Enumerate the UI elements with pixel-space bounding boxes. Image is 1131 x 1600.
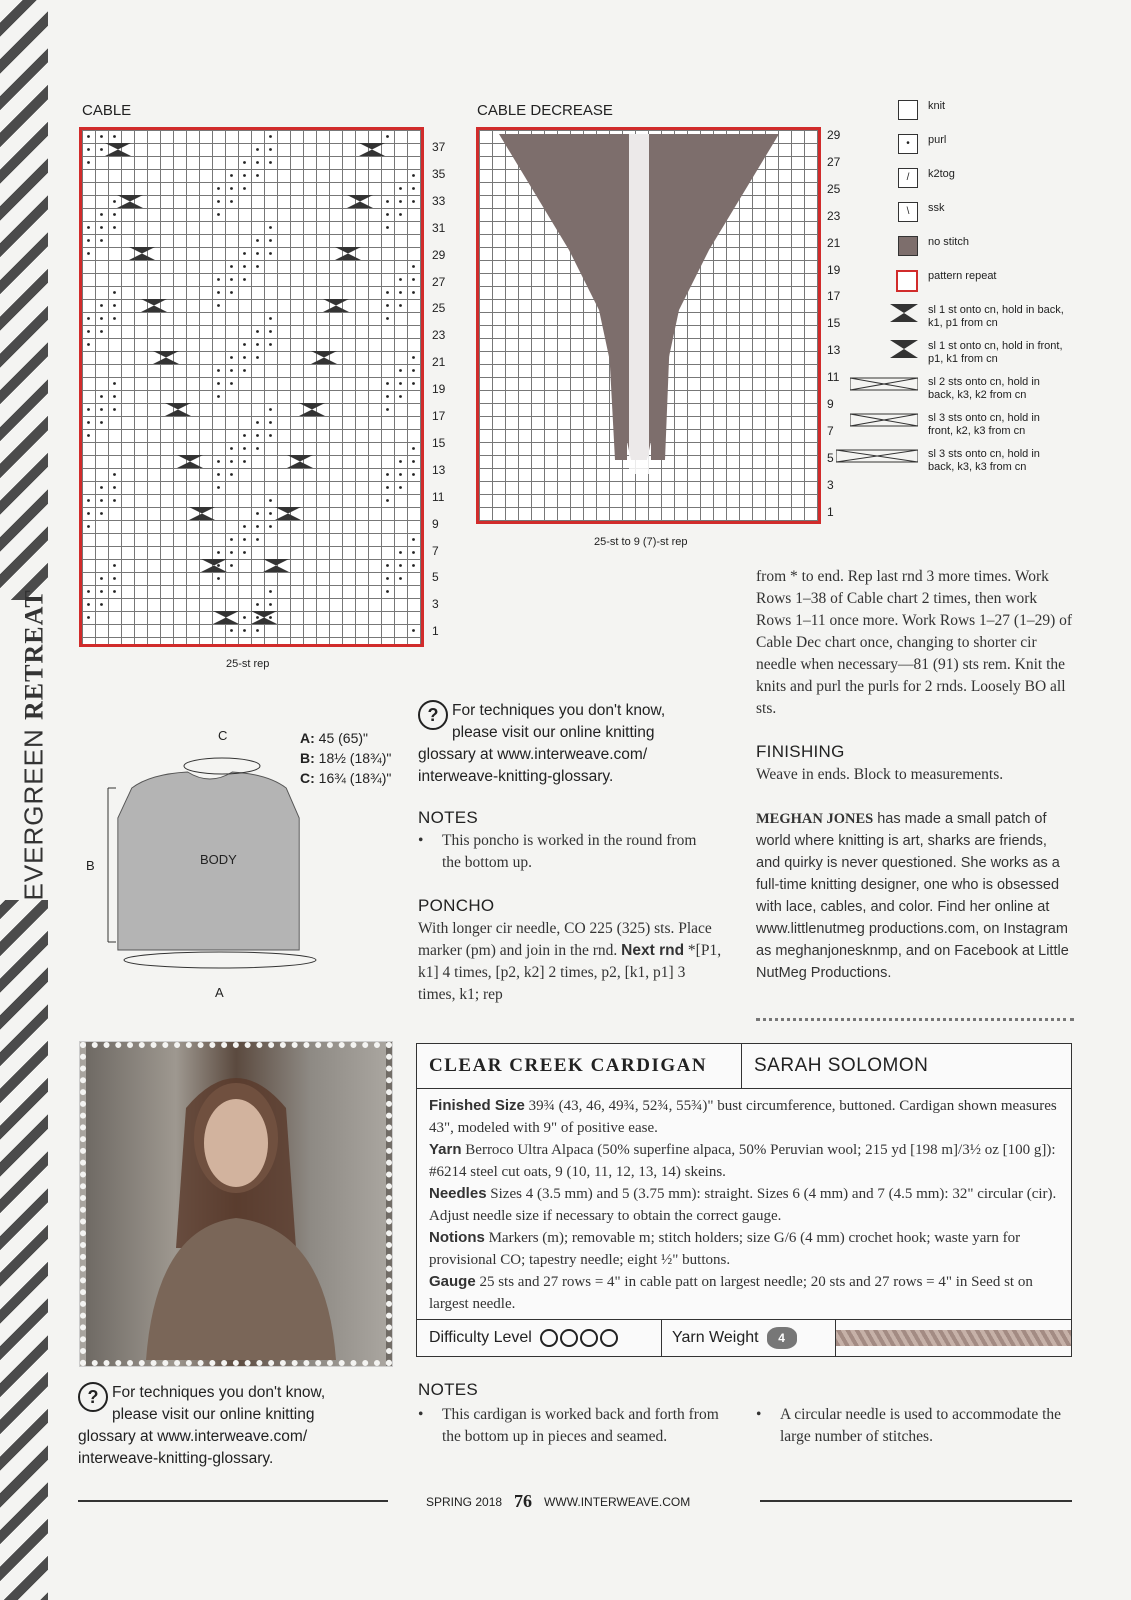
legend-pattern-repeat: pattern repeat xyxy=(872,270,1102,304)
cardigan-footer-row xyxy=(417,1319,1071,1356)
knit-box-icon xyxy=(898,100,918,120)
row-number: 1 xyxy=(432,624,439,639)
notes-heading: NOTES xyxy=(418,808,479,827)
poncho-text: With longer cir needle, CO 225 (325) sts. Place marker (pm) and join in the rnd. Next rnd *[P1, k1] 4 times, [p2, k2] 2 times, p2, [k1, p1] 3 times, k1; rep xyxy=(418,920,722,1003)
no-stitch-area xyxy=(479,130,818,521)
yarn-weight-icon: 4 xyxy=(767,1327,797,1349)
difficulty-dots xyxy=(540,1329,618,1347)
row-number: 11 xyxy=(827,370,840,385)
legend-purl: • purl xyxy=(872,134,1102,168)
row-number: 29 xyxy=(827,128,841,142)
legend-no-stitch: no stitch xyxy=(872,236,1102,270)
row-number: 23 xyxy=(432,328,446,343)
row-number: 9 xyxy=(432,516,439,531)
legend-knit: knit xyxy=(872,100,1102,134)
row-number: 7 xyxy=(432,543,439,558)
page-footer: SPRING 2018 76 WWW.INTERWEAVE.COM xyxy=(426,1491,691,1511)
row-number: 25 xyxy=(827,181,841,196)
legend-cable-1: sl 1 st onto cn, hold in back, k1, p1 from cn xyxy=(872,304,1102,340)
cardigan-header xyxy=(417,1044,1071,1089)
row-number: 29 xyxy=(432,247,446,262)
poncho-heading: PONCHO xyxy=(418,896,495,915)
row-number: 5 xyxy=(827,450,834,465)
legend-k2tog: / k2tog xyxy=(872,168,1102,202)
legend-ssk: \ ssk xyxy=(872,202,1102,236)
row-number: 27 xyxy=(827,154,841,169)
schematic-label-a: A xyxy=(215,985,224,1000)
row-number: 15 xyxy=(827,316,841,331)
cable-dec-chart-caption: 25-st to 9 (7)-st rep xyxy=(594,536,688,548)
row-number: 21 xyxy=(432,355,446,370)
row-number: 13 xyxy=(432,462,446,477)
cardigan-title: CLEAR CREEK CARDIGAN xyxy=(417,1044,742,1088)
row-number: 17 xyxy=(432,409,446,423)
row-number: 7 xyxy=(827,423,834,438)
row-number: 35 xyxy=(432,166,446,181)
notes-bullet: • This poncho is worked in the round from the bottom up. xyxy=(418,832,697,871)
ssk-icon: \ xyxy=(898,202,918,222)
finishing-heading: FINISHING xyxy=(756,742,845,761)
cable-chart-title: CABLE xyxy=(82,102,132,119)
legend-cable-3: sl 2 sts onto cn, hold in back, k3, k2 from cn xyxy=(872,376,1102,412)
cable-row-numbers xyxy=(432,140,456,645)
schematic-body-label: BODY xyxy=(200,852,237,867)
row-number: 23 xyxy=(827,208,841,223)
cable-dec-chart xyxy=(476,127,821,524)
cable-chart-stitches xyxy=(82,130,421,644)
glossary-tip-2: ? For techniques you don't know, please visit our online knitting glossary at www.interweave.com/ interweave-knitting-glossary. xyxy=(78,1384,326,1467)
cable-chart xyxy=(79,127,424,647)
chart-legend xyxy=(872,100,1102,484)
row-number: 17 xyxy=(827,289,841,304)
cable-dec-chart-title: CABLE DECREASE xyxy=(477,102,613,119)
yarn-swatch xyxy=(836,1330,1071,1346)
glossary-tip: ? For techniques you don't know, please visit our online knitting glossary at www.interweave.com/ interweave-knitting-glossary. xyxy=(418,702,666,785)
legend-cable-5: sl 3 sts onto cn, hold in back, k3, k3 from cn xyxy=(872,448,1102,484)
difficulty-dot-icon xyxy=(600,1329,618,1347)
cardigan-photo xyxy=(80,1042,392,1366)
difficulty-dot-icon xyxy=(540,1329,558,1347)
row-number: 1 xyxy=(827,504,834,519)
row-number: 3 xyxy=(432,597,439,612)
difficulty-cell: Difficulty Level xyxy=(417,1320,662,1356)
bio-divider xyxy=(756,1018,1074,1024)
cable-chart-caption: 25-st rep xyxy=(226,658,270,670)
poncho-continuation: from * to end. Rep last rnd 3 more times. Work Rows 1–38 of Cable chart 2 times, then work Rows 1–11 once more. Work Rows 1–27 (1–29) of Cable Dec chart once, changing to shorter cir needle when necessary—81 (91) sts rem. Knit the knits and purl the purls for 2 rnds. Loosely BO all sts. xyxy=(756,568,1073,717)
row-number: 31 xyxy=(432,220,446,235)
cardigan-info-box xyxy=(416,1043,1072,1357)
footer-rule-left xyxy=(78,1500,388,1502)
pattern-repeat-icon xyxy=(896,270,918,292)
question-icon: ? xyxy=(418,700,448,730)
row-number: 19 xyxy=(432,382,446,397)
notes-bullet-2: • A circular needle is used to accommodate the large number of stitches. xyxy=(756,1406,1062,1445)
schematic-label-c: C xyxy=(218,728,228,743)
schematic-measurements: A: 45 (65)" B: 18½ (18¾)" C: 16¾ (18¾)" xyxy=(300,730,392,786)
cardigan-specs: Finished Size 39¾ (43, 46, 49¾, 52¾, 55¾)" bust circumference, buttoned. Cardigan shown measures 43", modeled with 9" of positive ease. Yarn Berroco Ultra Alpaca (50% superfine alpaca, 50% Peruvian wool; 215 yd [198 m]/3½ oz [100 g]): #6214 steel cut oats, 9 (10, 11, 12, 13, 14) skeins. Needles Sizes 4 (3.5 mm) and 5 (3.75 mm): straight. Sizes 6 (4 mm) and 7 (4.5 mm): 32" circular (cir). Adjust needle size if necessary to obtain the correct gauge. Notions Markers (m); removable m; stitch holders; size G/6 (4 mm) crochet hook; waste yarn for provisional CO; tapestry needle; eight ½" buttons. Gauge 25 sts and 27 rows = 4" in cable patt on largest needle; 20 sts and 27 rows = 4" in Seed st on largest needle. xyxy=(429,1097,1057,1312)
no-stitch-icon xyxy=(898,236,918,256)
difficulty-dot-icon xyxy=(580,1329,598,1347)
row-number: 21 xyxy=(827,235,841,250)
row-number: 33 xyxy=(432,193,446,208)
difficulty-dot-icon xyxy=(560,1329,578,1347)
question-icon: ? xyxy=(78,1382,108,1412)
model-photo xyxy=(86,1048,386,1360)
footer-rule-right xyxy=(760,1500,1072,1502)
schematic-label-b: B xyxy=(86,858,95,873)
row-number: 25 xyxy=(432,301,446,316)
notes-heading-2: NOTES xyxy=(418,1380,479,1399)
cable-1-1-back-icon xyxy=(890,304,918,322)
row-number: 27 xyxy=(432,274,446,289)
legend-cable-4: sl 3 sts onto cn, hold in front, k2, k3 from cn xyxy=(872,412,1102,448)
row-number: 15 xyxy=(432,435,446,450)
k2tog-icon: / xyxy=(898,168,918,188)
cable-3-2-front-icon xyxy=(850,412,918,428)
cardigan-designer: SARAH SOLOMON xyxy=(754,1055,929,1076)
yarn-weight-cell: Yarn Weight 4 xyxy=(662,1320,836,1356)
row-number: 13 xyxy=(827,343,841,358)
legend-cable-2: sl 1 st onto cn, hold in front, p1, k1 from cn xyxy=(872,340,1102,376)
row-number: 11 xyxy=(432,489,445,504)
row-number: 5 xyxy=(432,570,439,585)
cable-2-3-back-icon xyxy=(850,376,918,392)
cable-3-3-back-icon xyxy=(836,448,918,464)
cable-1-1-front-icon xyxy=(890,340,918,358)
notes-bullet-1: • This cardigan is worked back and forth from the bottom up in pieces and seamed. xyxy=(418,1406,719,1445)
purl-dot-icon: • xyxy=(898,134,918,154)
row-number: 9 xyxy=(827,397,834,411)
page-number: 76 xyxy=(514,1491,533,1511)
designer-bio: MEGHAN JONES has made a small patch of world where knitting is art, sharks are friends, and quirky is never questioned. She works as a full-time knitting designer, one who is obsessed with lace, cables, and color. Find her online at www.littlenutmeg productions.com, on Instagram as meghanjonesknmp, and on Facebook at Little NutMeg Productions. xyxy=(756,811,1069,981)
row-number: 19 xyxy=(827,262,841,277)
row-number: 37 xyxy=(432,140,446,154)
row-number: 3 xyxy=(827,477,834,492)
finishing-text: Weave in ends. Block to measurements. xyxy=(756,766,1004,783)
section-label: EVERGREEN RETREAT xyxy=(18,589,49,901)
